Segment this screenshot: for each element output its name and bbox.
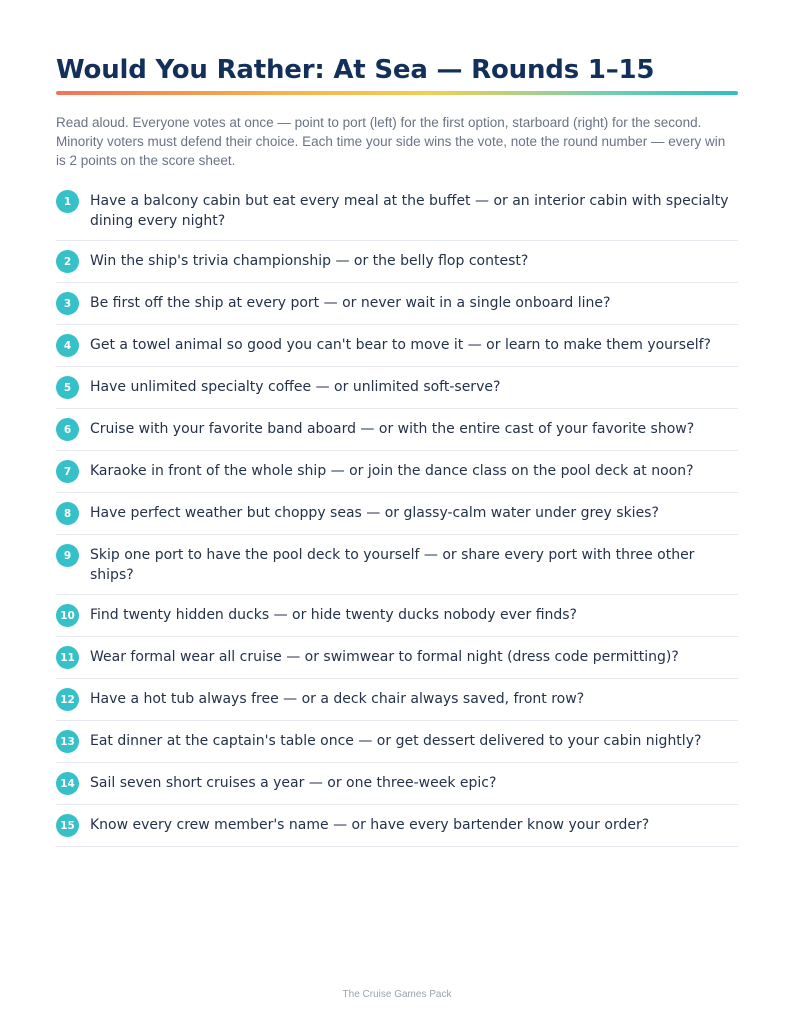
round-number-badge: 4 (56, 334, 79, 357)
question-item (56, 409, 738, 451)
worksheet-page (56, 52, 738, 847)
question-item (56, 241, 738, 283)
question-list (56, 190, 738, 847)
question-item (56, 493, 738, 535)
question-text: Have unlimited specialty coffee — or unlimited soft-serve? (90, 379, 501, 395)
round-number-badge: 12 (56, 688, 79, 711)
question-text: Have a balcony cabin but eat every meal at the buffet — or an interior cabin with specialty dining every night? (90, 193, 729, 229)
question-item (56, 283, 738, 325)
question-text: Sail seven short cruises a year — or one three-week epic? (90, 775, 497, 791)
instructions-paragraph: Read aloud. Everyone votes at once — point to port (left) for the first option, starboard (right) for the second. Minority voters must defend their choice. Each time your side wins the vote, note the round number — every win is 2 points on the score sheet. (56, 115, 726, 168)
round-number-badge: 15 (56, 814, 79, 837)
question-item (56, 679, 738, 721)
page-title: Would You Rather: At Sea — Rounds 1–15 (56, 55, 655, 85)
round-number-badge: 2 (56, 250, 79, 273)
question-text: Skip one port to have the pool deck to yourself — or share every port with three other ships? (90, 547, 695, 583)
question-text: Wear formal wear all cruise — or swimwear to formal night (dress code permitting)? (90, 649, 679, 665)
round-number-badge: 6 (56, 418, 79, 441)
question-item (56, 451, 738, 493)
question-item (56, 805, 738, 847)
question-item (56, 595, 738, 637)
round-number-badge: 14 (56, 772, 79, 795)
question-text: Be first off the ship at every port — or never wait in a single onboard line? (90, 295, 611, 311)
round-number-badge: 10 (56, 604, 79, 627)
round-number-badge: 13 (56, 730, 79, 753)
round-number-badge: 7 (56, 460, 79, 483)
question-text: Win the ship's trivia championship — or the belly flop contest? (90, 253, 529, 269)
round-number-badge: 8 (56, 502, 79, 525)
question-text: Find twenty hidden ducks — or hide twenty ducks nobody ever finds? (90, 607, 577, 623)
question-item (56, 535, 738, 595)
round-number-badge: 5 (56, 376, 79, 399)
question-item (56, 325, 738, 367)
question-text: Know every crew member's name — or have every bartender know your order? (90, 817, 650, 833)
question-text: Have a hot tub always free — or a deck chair always saved, front row? (90, 691, 585, 707)
question-item (56, 190, 738, 241)
question-text: Eat dinner at the captain's table once — or get dessert delivered to your cabin nightly? (90, 733, 702, 749)
question-text: Cruise with your favorite band aboard — or with the entire cast of your favorite show? (90, 421, 695, 437)
title-gradient-rule (56, 91, 738, 95)
round-number-badge: 11 (56, 646, 79, 669)
question-item (56, 763, 738, 805)
question-text: Get a towel animal so good you can't bear to move it — or learn to make them yourself? (90, 337, 711, 353)
question-item (56, 637, 738, 679)
question-item (56, 367, 738, 409)
question-text: Karaoke in front of the whole ship — or join the dance class on the pool deck at noon? (90, 463, 694, 479)
round-number-badge: 3 (56, 292, 79, 315)
question-text: Have perfect weather but choppy seas — or glassy-calm water under grey skies? (90, 505, 659, 521)
round-number-badge: 1 (56, 190, 79, 213)
page-footer: The Cruise Games Pack (342, 989, 452, 1000)
question-item (56, 721, 738, 763)
round-number-badge: 9 (56, 544, 79, 567)
